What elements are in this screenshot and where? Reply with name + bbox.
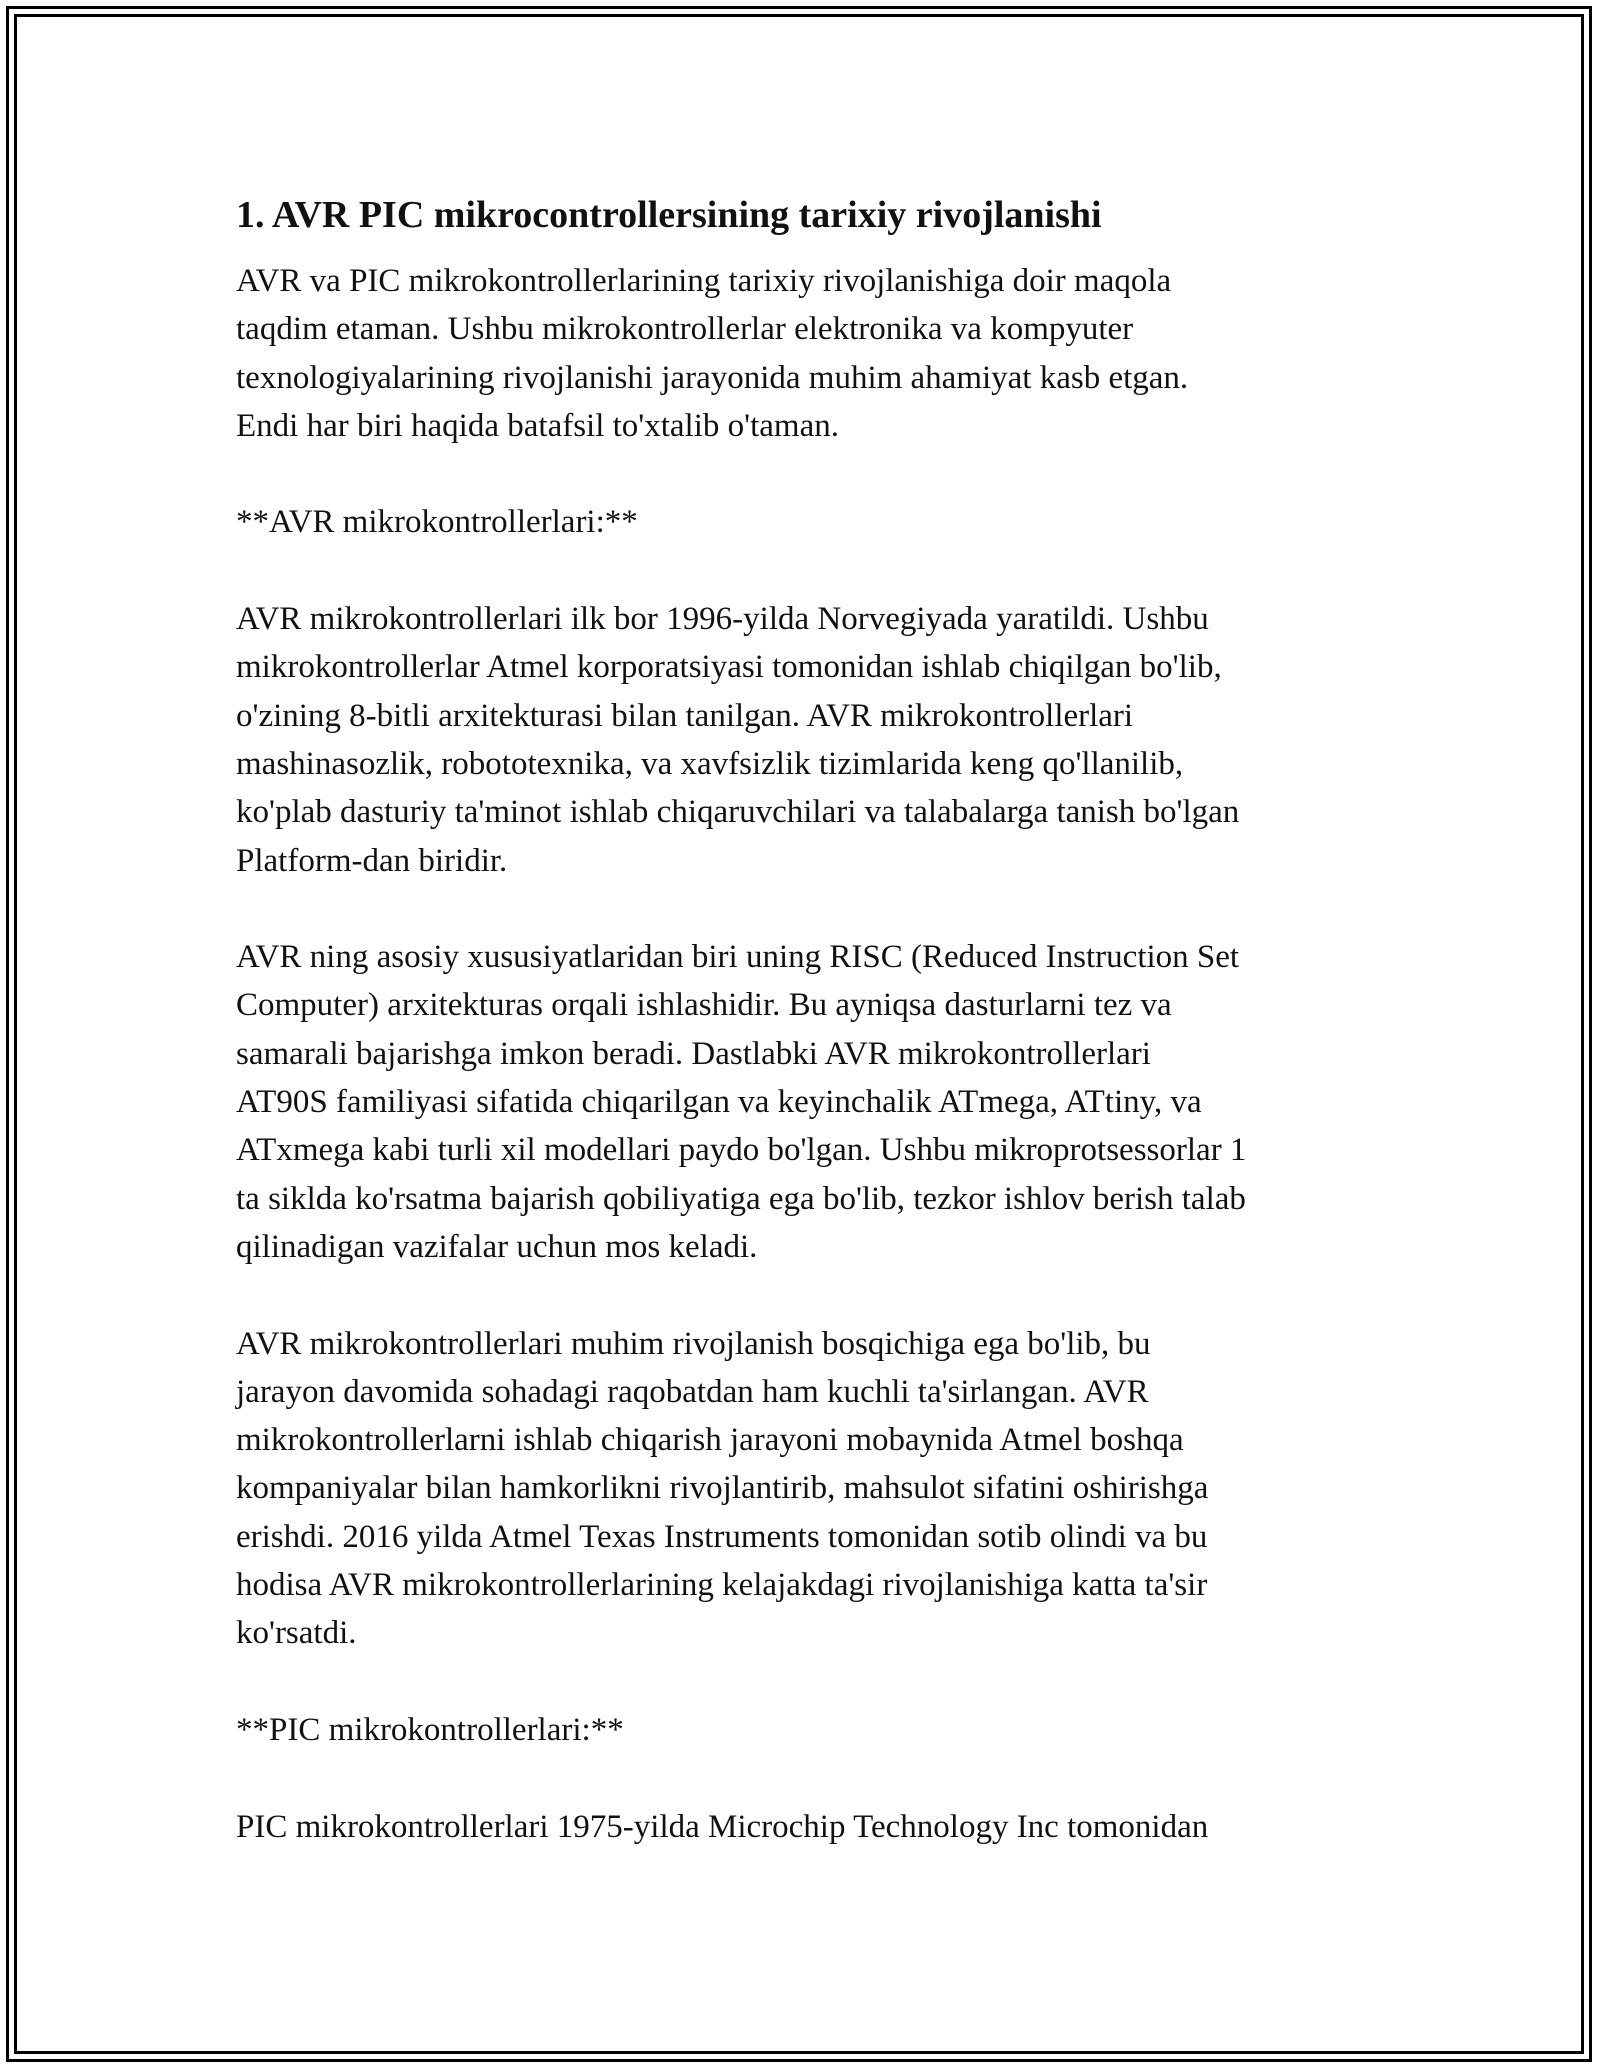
paragraph <box>236 1803 1371 1851</box>
paragraph <box>236 933 1371 1271</box>
text-line: AVR mikrokontrollerlari ilk bor 1996-yilda Norvegiyada yaratildi. Ushbu <box>236 601 1209 638</box>
paragraph <box>236 257 1371 450</box>
paragraph-gap <box>236 1271 1371 1319</box>
text-line: **AVR mikrokontrollerlari:** <box>236 504 638 541</box>
text-line: PIC mikrokontrollerlari 1975-yilda Microchip Technology Inc tomonidan <box>236 1808 1209 1845</box>
text-line: **PIC mikrokontrollerlari:** <box>236 1711 624 1748</box>
text-line: AVR ning asosiy xususiyatlaridan biri uning RISC (Reduced Instruction Set <box>236 939 1240 976</box>
text-line: kompaniyalar bilan hamkorlikni rivojlantirib, mahsulot sifatini oshirishga <box>236 1470 1209 1507</box>
text-line: Endi har biri haqida batafsil to'xtalib o'taman. <box>236 407 839 444</box>
text-line: mikrokontrollerlarni ishlab chiqarish jarayoni mobaynida Atmel boshqa <box>236 1422 1184 1459</box>
text-line: jarayon davomida sohadagi raqobatdan ham kuchli ta'sirlangan. AVR <box>236 1373 1149 1410</box>
paragraph-gap <box>236 450 1371 498</box>
paragraph <box>236 595 1371 885</box>
paragraph <box>236 498 1371 546</box>
text-line: erishdi. 2016 yilda Atmel Texas Instruments tomonidan sotib olindi va bu <box>236 1518 1208 1555</box>
text-line: samarali bajarishga imkon beradi. Dastlabki AVR mikrokontrollerlari <box>236 1035 1151 1072</box>
text-line: AT90S familiyasi sifatida chiqarilgan va keyinchalik ATmega, ATtiny, va <box>236 1084 1202 1121</box>
paragraph <box>236 1706 1371 1754</box>
paragraph-gap <box>236 1754 1371 1802</box>
text-line: mikrokontrollerlar Atmel korporatsiyasi tomonidan ishlab chiqilgan bo'lib, <box>236 649 1222 686</box>
text-line: hodisa AVR mikrokontrollerlarining kelajakdagi rivojlanishiga katta ta'sir <box>236 1567 1208 1604</box>
paragraph-gap <box>236 1658 1371 1706</box>
paragraph-gap <box>236 547 1371 595</box>
text-line: Platform-dan biridir. <box>236 842 508 879</box>
text-line: qilinadigan vazifalar uchun mos keladi. <box>236 1228 758 1265</box>
paragraph-gap <box>236 885 1371 933</box>
text-line: mashinasozlik, robototexnika, va xavfsizlik tizimlarida keng qo'llanilib, <box>236 745 1184 782</box>
text-line: texnologiyalarining rivojlanishi jarayonida muhim ahamiyat kasb etgan. <box>236 359 1189 396</box>
text-line: ko'plab dasturiy ta'minot ishlab chiqaruvchilari va talabalarga tanish bo'lgan <box>236 794 1240 831</box>
text-line: ta siklda ko'rsatma bajarish qobiliyatiga ega bo'lib, tezkor ishlov berish talab <box>236 1180 1246 1217</box>
text-line: ko'rsatdi. <box>236 1615 357 1652</box>
document-body <box>236 257 1371 1851</box>
text-line: ATxmega kabi turli xil modellari paydo bo'lgan. Ushbu mikroprotsessorlar 1 <box>236 1132 1247 1169</box>
text-line: AVR mikrokontrollerlari muhim rivojlanish bosqichiga ega bo'lib, bu <box>236 1325 1151 1362</box>
text-line: o'zining 8-bitli arxitekturasi bilan tanilgan. AVR mikrokontrollerlari <box>236 697 1134 734</box>
document-title: 1. AVR PIC mikrocontrollersining tarixiy rivojlanishi <box>236 194 1102 236</box>
document-content <box>236 187 1371 1851</box>
text-line: AVR va PIC mikrokontrollerlarining tarixiy rivojlanishiga doir maqola <box>236 263 1172 299</box>
paragraph <box>236 1320 1371 1658</box>
text-line: taqdim etaman. Ushbu mikrokontrollerlar elektronika va kompyuter <box>236 311 1134 348</box>
text-line: Computer) arxitekturas orqali ishlashidir. Bu ayniqsa dasturlarni tez va <box>236 987 1172 1024</box>
